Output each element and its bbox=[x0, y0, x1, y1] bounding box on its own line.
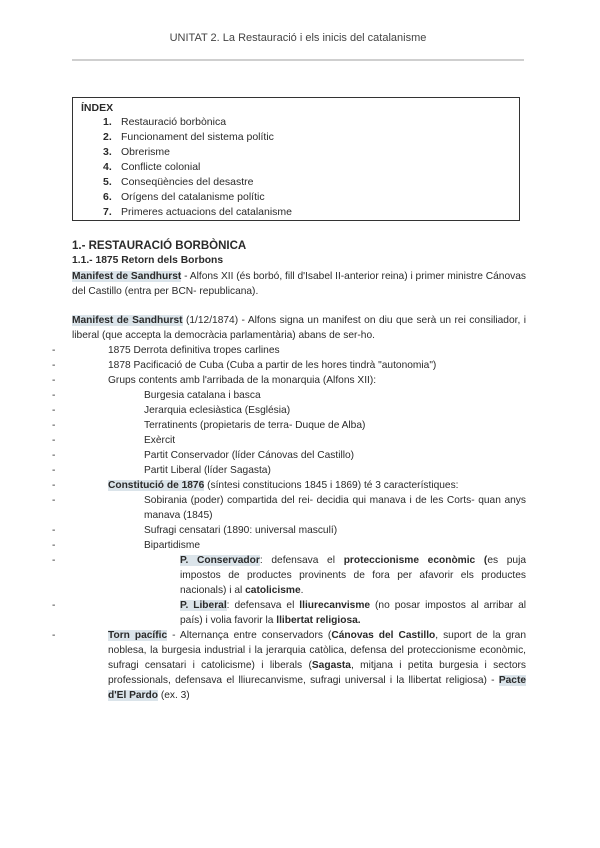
list-item: - Jerarquia eclesiàstica (Església) bbox=[72, 403, 526, 418]
item-text: . bbox=[300, 585, 304, 596]
index-item-label: Restauració borbònica bbox=[121, 116, 227, 128]
highlighted-term: Constitució de 1876 bbox=[108, 480, 205, 491]
paragraph-text: - Alfons XII (és borbó, fill d'Isabel II-anterior reina) i primer ministre Cánovas del Castillo (entra per BCN- republicana). bbox=[72, 271, 526, 297]
index-item-number: 5. bbox=[103, 176, 112, 188]
highlighted-term: P. Liberal bbox=[180, 600, 227, 611]
index-title: ÍNDEX bbox=[81, 102, 114, 114]
item-text: (no posar impostos al arribar al país) i volia favorir la bbox=[180, 600, 527, 626]
index-item-label: Conflicte colonial bbox=[121, 161, 201, 173]
bold-term: proteccionisme econòmic ( bbox=[343, 555, 488, 566]
list-item: - Bipartidisme bbox=[72, 538, 526, 553]
index-list bbox=[81, 115, 511, 220]
index-item bbox=[103, 160, 511, 175]
index-item-number: 7. bbox=[103, 206, 112, 218]
header-divider bbox=[72, 59, 524, 61]
list-item: - Grups contents amb l'arribada de la monarquia (Alfons XII): bbox=[72, 373, 526, 388]
spacer bbox=[72, 299, 526, 313]
item-text: es puja impostos de productes provinents de fora per afavorir els productes nacionals) i al bbox=[180, 555, 527, 596]
index-item bbox=[103, 130, 511, 145]
index-item bbox=[103, 190, 511, 205]
list-item: - Burgesia catalana i basca bbox=[72, 388, 526, 403]
paragraph-sandhurst-1 bbox=[72, 269, 526, 299]
list-item: - Sobirania (poder) compartida del rei- decidia qui manava i de les Corts- quan anys manava (1845) bbox=[72, 493, 526, 523]
index-item bbox=[103, 115, 511, 130]
bold-term: lliurecanvisme bbox=[299, 600, 371, 611]
bold-term: catolicisme bbox=[245, 585, 301, 596]
index-item-label: Primeres actuacions del catalanisme bbox=[121, 206, 292, 218]
page-header: UNITAT 2. La Restauració i els inicis del catalanisme bbox=[169, 32, 427, 44]
item-text: (ex. 3) bbox=[157, 690, 190, 701]
index-item-number: 1. bbox=[103, 116, 112, 128]
bold-term: Sagasta bbox=[311, 660, 351, 671]
index-item-label: Funcionament del sistema polític bbox=[121, 131, 274, 143]
main-content bbox=[72, 238, 526, 703]
list-item: - Partit Conservador (líder Cánovas del Castillo) bbox=[72, 448, 526, 463]
list-item: - Sufragi censatari (1890: universal masculí) bbox=[72, 523, 526, 538]
list-item-constitution bbox=[72, 478, 526, 493]
index-item bbox=[103, 145, 511, 160]
paragraph-sandhurst-2 bbox=[72, 313, 526, 343]
item-text: , suport de la gran noblesa, la burgesia industrial i la jerarquia catòlica, defensa del proteccionisme econòmic, sufragi censatari i catolicisme) i liberals ( bbox=[108, 630, 526, 671]
highlighted-term: Torn pacífic bbox=[108, 630, 168, 641]
index-box bbox=[72, 97, 520, 221]
index-item bbox=[103, 175, 511, 190]
index-item-label: Obrerisme bbox=[121, 146, 171, 158]
list-item-torn-pacific bbox=[72, 628, 526, 703]
item-text: , mitjana i petita burgesia i sectors professionals, defensava el lliurecanvisme, sufragi universal i la llibertat religiosa) - bbox=[108, 660, 526, 686]
list-item: - 1878 Pacificació de Cuba (Cuba a partir de les hores tindrà "autonomia") bbox=[72, 358, 526, 373]
section-title: 1.- RESTAURACIÓ BORBÒNICA bbox=[72, 240, 247, 252]
index-item bbox=[103, 205, 511, 220]
list-item: - Terratinents (propietaris de terra- Duque de Alba) bbox=[72, 418, 526, 433]
index-item-label: Orígens del catalanisme polític bbox=[121, 191, 265, 203]
index-item-number: 2. bbox=[103, 131, 112, 143]
paragraph-text: (1/12/1874) - Alfons signa un manifest on diu que serà un rei consiliador, i liberal (que accepta la democràcia parlamentària) abans de ser-ho. bbox=[72, 315, 526, 341]
item-text: : defensava el bbox=[259, 555, 344, 566]
highlighted-term: Manifest de Sandhurst bbox=[72, 271, 182, 282]
list-item-liberal bbox=[72, 598, 526, 628]
bold-term: Cánovas del Castillo bbox=[331, 630, 436, 641]
list-item: - Partit Liberal (líder Sagasta) bbox=[72, 463, 526, 478]
list-item-conservador bbox=[72, 553, 526, 598]
bold-term: llibertat religiosa. bbox=[276, 615, 361, 626]
list-item: - 1875 Derrota definitiva tropes carlines bbox=[72, 343, 526, 358]
item-text: - Alternança entre conservadors ( bbox=[167, 630, 332, 641]
highlighted-term: Manifest de Sandhurst bbox=[72, 315, 183, 326]
list-item: - Exèrcit bbox=[72, 433, 526, 448]
item-text: (síntesi constitucions 1845 i 1869) té 3 característiques: bbox=[204, 480, 459, 491]
item-text: : defensava el bbox=[226, 600, 300, 611]
index-item-number: 4. bbox=[103, 161, 112, 173]
highlighted-term: Pacte d'El Pardo bbox=[108, 675, 526, 701]
index-item-number: 6. bbox=[103, 191, 112, 203]
highlighted-term: P. Conservador bbox=[180, 555, 260, 566]
index-item-number: 3. bbox=[103, 146, 112, 158]
bullet-list bbox=[72, 343, 526, 703]
index-item-label: Conseqüències del desastre bbox=[121, 176, 254, 188]
subsection-title: 1.1.- 1875 Retorn dels Borbons bbox=[72, 255, 224, 266]
